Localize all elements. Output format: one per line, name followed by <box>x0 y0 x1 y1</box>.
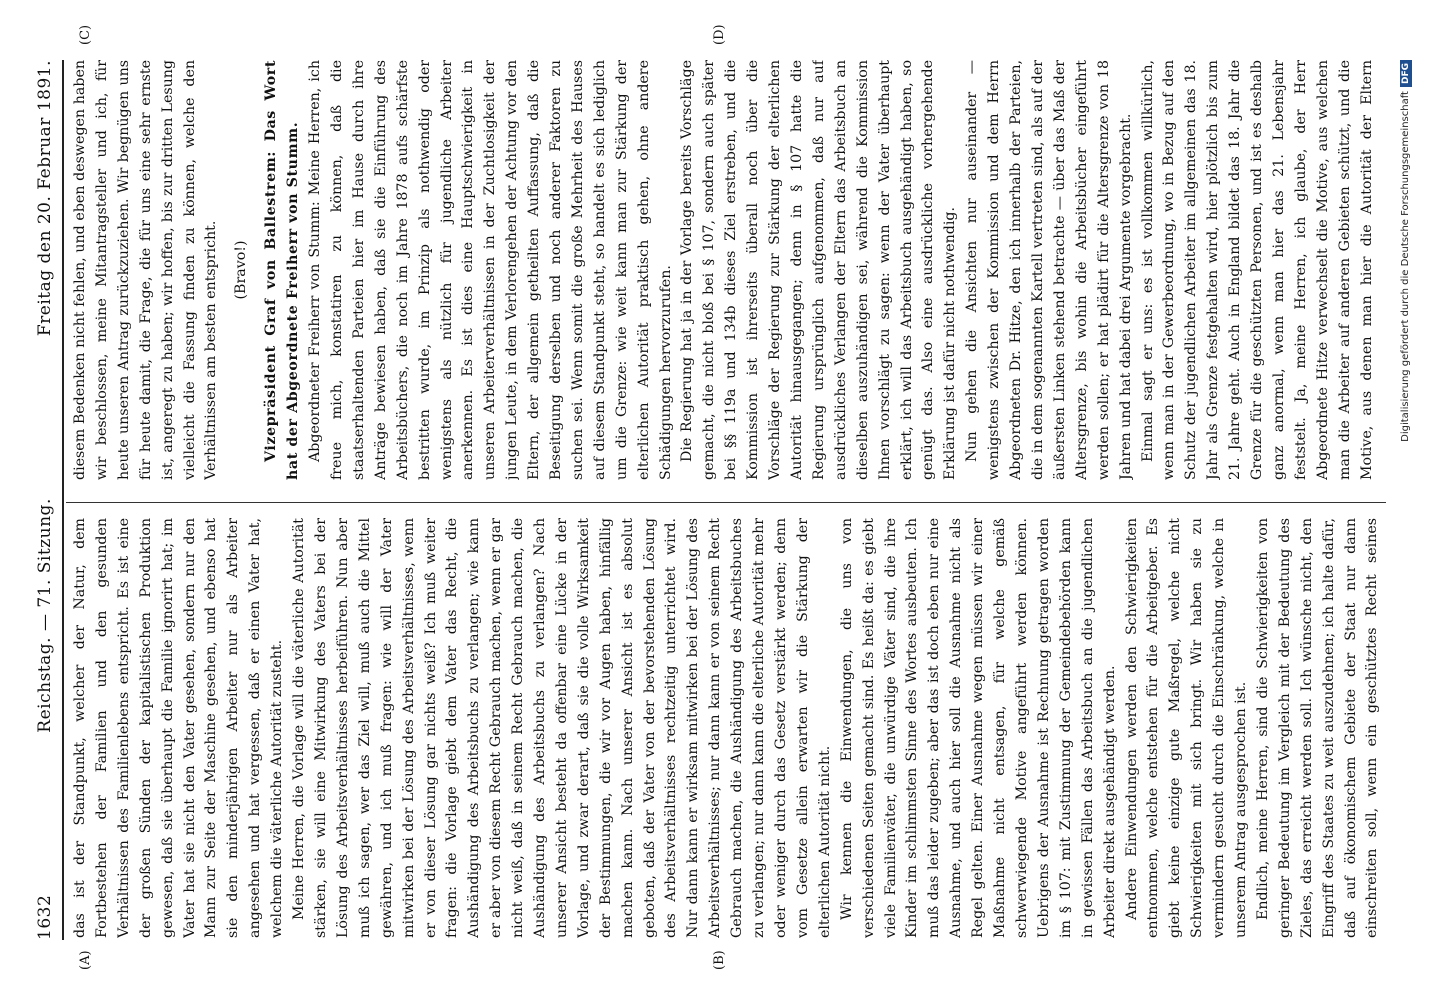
paragraph: diesem Bedenken nicht fehlen, und eben deswegen haben wir beschlossen, meine Mitantragsteller und ich, für heute unseren Antrag zurückzuziehen. Wir begnügen uns für heute damit, die Frage, die für uns eine sehr ernste ist, angeregt zu haben; wir hoffen, bis zur dritten Lesung vielleicht die Fassung finden zu können, welche den Verhältnissen am besten entspricht. <box>72 60 220 480</box>
paragraph: Abgeordneter Freiherr von Stumm: Meine Herren, ich freue mich, konstatiren zu können, daß die staatserhaltenden Parteien hier im Hause durch ihre Anträge bewiesen haben, daß sie die Einführung des Arbeitsbüchers, die noch im Jahre 1878 aufs schärfste bestritten wurde, im Prinzip als nothwendig oder wenigstens als nützlich für jugendliche Arbeiter anerkennen. Es ist dies eine Hauptschwierigkeit in unseren Arbeiterverhältnissen in der Zuchtlosigkeit der jungen Leute, in dem Verlorengehen der Achtung vor den Eltern, der allgemein getheilten Auffassung, daß die Beseitigung derselben und noch anderer Faktoren zu suchen sei. Wenn somit die große Mehrheit des Hauses auf diesem Standpunkt steht, so handelt es sich lediglich um die Grenze: wie weit kann man zur Stärkung der elterlichen Autorität praktisch gehen, ohne andere Schädigungen hervorzurufen. <box>307 60 674 480</box>
page-header <box>28 60 62 940</box>
paragraph: Meine Herren, die Vorlage will die väterliche Autorität stärken, sie will eine Mitwirkung des Vaters bei der Lösung des Arbeitsverhältnisses herbeiführen. Nun aber muß ich sagen, wer das Ziel will, muß auch die Mittel gewähren, und ich muß fragen: wie will der Vater mitwirken bei der Lösung des Arbeitsverhältnisses, wenn er von dieser Lösung gar nichts weiß? Ich muß weiter fragen: die Vorlage giebt dem Vater das Recht, die Aushändigung des Arbeitsbuchs zu verlangen; wie kann er aber von diesem Recht Gebrauch machen, wenn er gar nicht weiß, daß in seinem Recht Gebrauch machen, die Aushändigung des Arbeitsbuchs zu verlangen? Nach unserer Ansicht besteht da offenbar eine Lücke in der Vorlage, und zwar derart, daß sie die volle Wirksamkeit der Bestimmungen, die wir vor Augen haben, hinfällig machen kann. Nach unserer Ansicht ist es absolut geboten, daß der Vater von der bevorstehenden Lösung des Arbeitsverhältnisses rechtzeitig unterrichtet wird. Nur dann kann er wirksam mitwirken bei der Lösung des Arbeitsverhältnisses; nur dann kann er von seinem Recht Gebrauch machen, die Aushändigung des Arbeitsbuches zu verlangen; nur dann kann die elterliche Autorität mehr oder weniger durch das Gesetz verstärkt werden; denn vom Gesetze allein erwarten wir die Stärkung der elterlichen Autorität nicht. <box>291 518 833 938</box>
paragraph: Die Regierung hat ja in der Vorlage bereits Vorschläge gemacht, die nicht bloß bei § 107, sondern auch später bei §§ 119a und 134b dieses Ziel erstreben, und die Kommission ist ihrerseits überall noch über die Vorschläge der Regierung zur Stärkung der elterlichen Autorität hinausgegangen; denn in § 107 hatte die Regierung ursprünglich aufgenommen, daß nur auf ausdrückliches Verlangen der Eltern das Arbeitsbuch an dieselben auszuhändigen sei, während die Kommission Ihnen vorschlägt zu sagen: wenn der Vater überhaupt erklärt, ich will das Arbeitsbuch ausgehändigt haben, so genügt das. Also eine ausdrückliche vorhergehende Erklärung ist dafür nicht nothwendig. <box>679 60 959 480</box>
paragraph: Wir kennen die Einwendungen, die uns von verschiedenen Seiten gemacht sind. Es heißt da: es giebt viele Familienväter, die unwürdige Väter sind, die ihre Kinder im schlimmsten Sinne des Wortes ausbeuten. Ich muß das leider zugeben; aber das ist doch eben nur eine Ausnahme, und auch hier soll die Ausnahme nicht als Regel gelten. Einer Ausnahme wegen müssen wir einer Maßnahme nicht entsagen, für welche gemäß schwerwiegende Motive angeführt werden können. Uebrigens der Ausnahme ist Rechnung getragen worden im § 107: mit Zustimmung der Gemeindebehörden kann in gewissen Fällen das Arbeitsbuch an die jugendlichen Arbeiter direkt ausgehändigt werden. <box>838 518 1118 938</box>
paragraph: das ist der Standpunkt, welcher der Natur, dem Fortbestehen der Familien und den gesunden Verhältnissen des Familienlebens entspricht. Es ist eine der großen Sünden der kapitalistischen Produktion gewesen, daß sie überhaupt die Familie ignorirt hat; im Vater hat sie nicht den Vater gesehen, sondern nur den Mann zur Seite der Maschine gesehen, und ebenso hat sie den minderjährigen Arbeiter nur als Arbeiter angesehen und hat vergessen, daß er einen Vater hat, welchem die väterliche Autorität zusteht. <box>72 518 286 938</box>
page-number: 1632 <box>35 894 55 940</box>
header-rule <box>62 60 64 940</box>
paragraph: Einmal sagt er uns: es ist vollkommen willkürlich, wenn man in der Gewerbeordnung, wo in Bezug auf den Schutz der jugendlichen Arbeiter im allgemeinen das 18. Jahr als Grenze festgehalten wird, hier plötzlich bis zum 21. Jahre geht. Auch in England bildet das 18. Jahr die Grenze für die geschützten Personen, und ist es deshalb ganz anormal, wenn man hier das 21. Lebensjahr feststelt. Ja, meine Herren, ich glaube, der Herr Abgeordnete Hitze verwechselt die Motive, aus welchen man die Arbeiter auf anderen Gebieten schützt, und die Motive, aus denen man hier die Autorität der Eltern <box>1139 60 1375 480</box>
dfg-logo: DFG <box>1400 60 1412 87</box>
margin-marker-c: (C) <box>78 24 93 45</box>
margin-marker-b: (B) <box>712 950 727 970</box>
speaker-announcement: Vizepräsident Graf von Ballestrem: Das Wort hat der Abgeordnete Freiherr von Stumm. <box>263 60 302 480</box>
right-column <box>70 60 1380 480</box>
margin-marker-a: (A) <box>78 950 93 970</box>
applause-note: (Bravo!) <box>233 240 250 300</box>
paragraph: Andere Einwendungen werden den Schwierigkeiten entnommen, welche entstehen für die Arbeitgeber. Es giebt keine einzige gute Maßregel, welche nicht Schwierigkeiten mit sich bringt. Wir haben sie zu vermindern gesucht durch die Einschränkung, welche in unserem Antrag ausgesprochen ist. <box>1123 518 1250 938</box>
margin-marker-d: (D) <box>712 24 727 45</box>
digitization-footer <box>1400 60 1412 940</box>
session-title: Reichstag. — 71. Sitzung. <box>35 498 55 733</box>
footer-note: Digitalisierung gefördert durch die Deutsche Forschungsgemeinschaft <box>1400 91 1411 442</box>
paragraph: Endlich, meine Herren, sind die Schwierigkeiten von geringer Bedeutung im Vergleich mit der Bedeutung des Zieles, das erreicht werden soll. Ich wünsche nicht, den Eingriff des Staates zu weit auszudehnen; ich halte dafür, daß auf ökonomischem Gebiete der Staat nur dann einschreiten soll, wenn ein geschütztes Recht seines <box>1254 518 1380 938</box>
session-date: Freitag den 20. Februar 1891. <box>35 60 55 337</box>
paragraph: Nun gehen die Ansichten nur auseinander — wenigstens zwischen der Kommission und dem Herrn Abgeordneten Dr. Hitze, den ich innerhalb der Parteien, die in dem sogenannten Kartell vertreten sind, als auf der äußersten Linken stehend betrachte — über das Maß der Altersgrenze, bis wohin die Arbeitsbücher eingeführt werden sollen; er hat plädirt für die Altersgrenze von 18 Jahren und hat dabei drei Argumente vorgebracht. <box>964 60 1134 480</box>
column-divider <box>66 502 1386 503</box>
left-column <box>70 518 1380 938</box>
